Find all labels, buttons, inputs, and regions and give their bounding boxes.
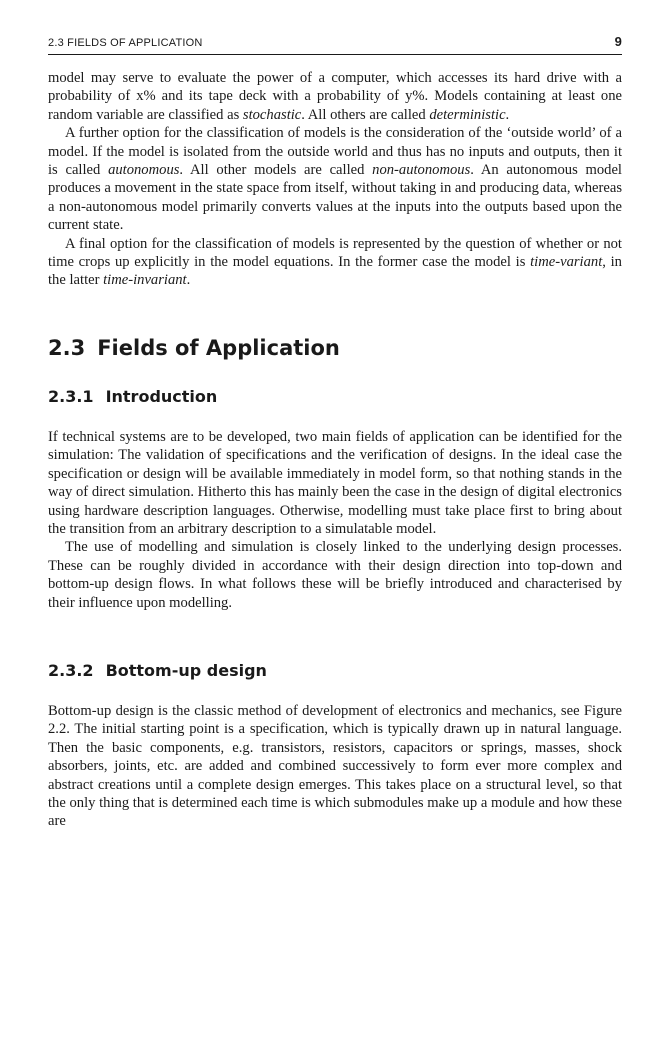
section-title: Fields of Application xyxy=(97,335,340,360)
page-number: 9 xyxy=(614,34,622,49)
subsection-number: 2.3.2 xyxy=(48,660,94,680)
subsection-heading-bottom-up xyxy=(48,660,622,682)
section-heading xyxy=(48,335,622,361)
paragraph-design-processes: The use of modelling and simulation is closely linked to the underlying design processes. These can be roughly divided in accordance with their design direction into top-down and bottom-up design flows. In what follows these will be briefly introduced and characterised by their influence upon modelling. xyxy=(48,539,622,611)
section-number: 2.3 xyxy=(48,335,86,360)
paragraph-stochastic-models: model may serve to evaluate the power of a computer, which accesses its hard drive with a probability of x% and its tape deck with a probability of y%. Models containing at least one random variable are classified as stochastic. All others are called deterministic. xyxy=(48,70,622,123)
paragraph-bottom-up-design: Bottom-up design is the classic method of development of electronics and mechanics, see Figure 2.2. The initial starting point is a specification, which is typically drawn up in natural language. Then the basic components, e.g. transistors, resistors, capacitors or springs, masses, shock absorbers, joints, etc. are added and combined successively to form ever more complex and abstract creations until a complete design emerges. This takes place on a structural level, so that the only thing that is determined each time is which submodules make up a module and how these are xyxy=(48,702,622,830)
subsection-title: Introduction xyxy=(105,386,218,406)
running-header xyxy=(48,34,622,55)
book-page xyxy=(48,34,622,831)
running-title: 2.3 FIELDS OF APPLICATION xyxy=(48,37,203,49)
paragraph-introduction-fields: If technical systems are to be developed, two main fields of application can be identified for the simulation: The validation of specifications and the verification of designs. In the ideal case the specification or design will be available immediately in model form, so that nothing stands in the way of direct simulation. Hitherto this has mainly been the case in the design of digital electronics using hardware description languages. Otherwise, modelling must take place first to bring about the transition from an arbitrary description to a simulatable model. xyxy=(48,428,622,537)
subsection-number: 2.3.1 xyxy=(48,386,94,406)
paragraph-time-variant-models: A final option for the classification of models is represented by the question of whether or not time crops up explicitly in the model equations. In the former case the model is time-variant, in the latter time-invariant. xyxy=(48,235,622,289)
subsection-title: Bottom-up design xyxy=(105,660,267,680)
subsection-heading-introduction xyxy=(48,386,622,408)
paragraph-autonomous-models: A further option for the classification of models is the consideration of the ‘outside world’ of a model. If the model is isolated from the outside world and thus has no inputs and outputs, then it is called autonomous. All other models are called non-autonomous. An autonomous model produces a movement in the state space from itself, without taking in and producing data, whereas a non-autonomous model primarily converts values at the inputs into the outputs based upon the current state. xyxy=(48,125,622,234)
